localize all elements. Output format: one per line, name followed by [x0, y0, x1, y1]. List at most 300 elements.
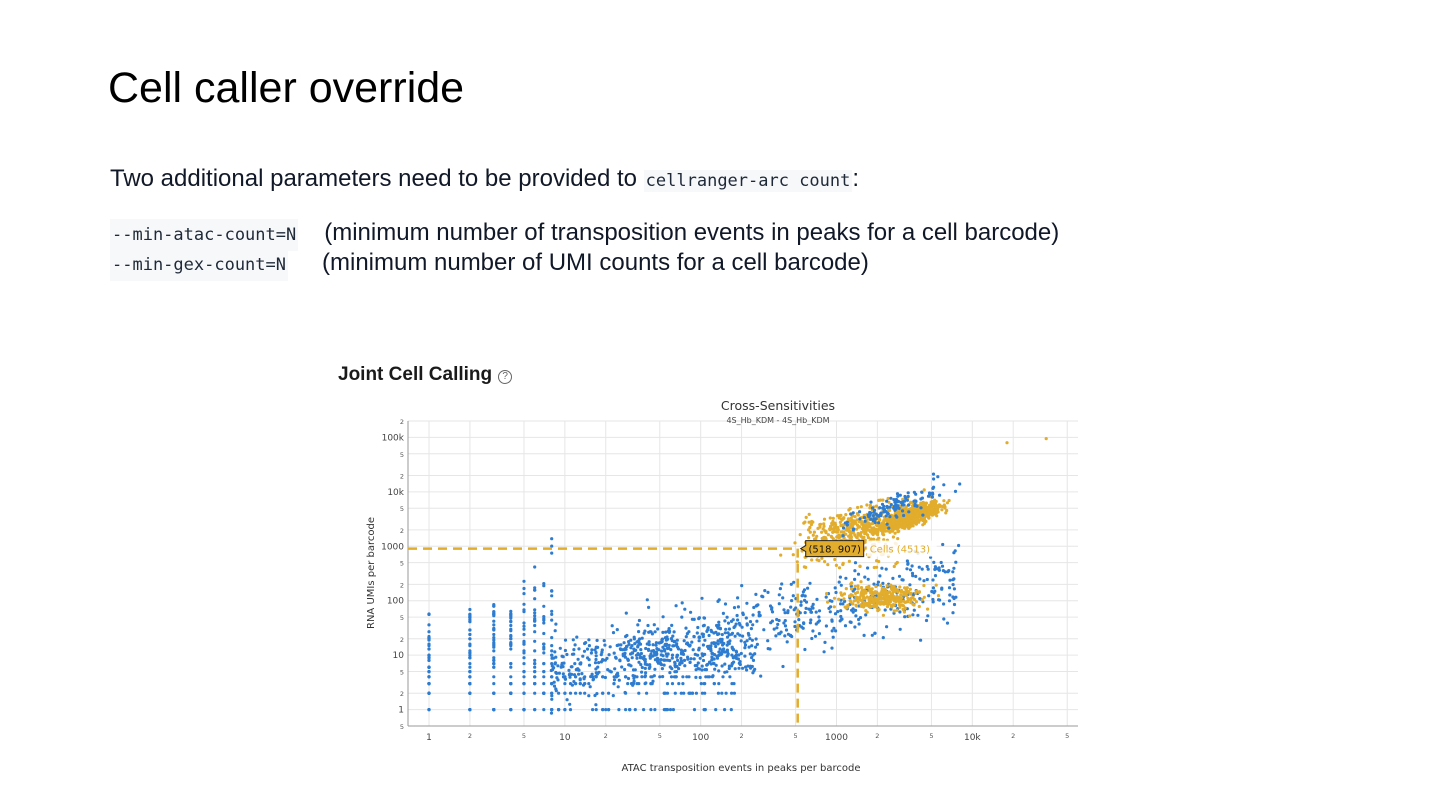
data-point	[586, 648, 589, 651]
data-point	[746, 622, 749, 625]
data-point	[833, 597, 836, 600]
data-point	[893, 527, 896, 530]
data-point	[738, 662, 741, 665]
data-point	[941, 543, 944, 546]
data-point	[601, 648, 604, 651]
data-point	[730, 692, 733, 695]
data-point	[789, 634, 792, 637]
param-min-atac	[110, 218, 1059, 251]
section-title	[338, 364, 512, 386]
data-point	[624, 647, 627, 650]
data-point	[730, 664, 733, 667]
data-point	[930, 508, 933, 511]
data-point	[640, 675, 643, 678]
data-point	[594, 651, 597, 654]
data-point	[522, 649, 525, 652]
data-point	[563, 692, 566, 695]
data-point	[906, 562, 909, 565]
data-point	[640, 671, 643, 674]
data-point	[616, 628, 619, 631]
data-point	[763, 589, 766, 592]
data-point	[427, 613, 430, 616]
data-point	[509, 634, 512, 637]
data-point	[587, 638, 590, 641]
data-point	[681, 601, 684, 604]
data-point	[860, 505, 863, 508]
data-point	[533, 597, 536, 600]
data-point	[709, 647, 712, 650]
data-point	[936, 475, 939, 478]
data-point	[727, 622, 730, 625]
data-point	[741, 635, 744, 638]
data-point	[937, 594, 940, 597]
data-point	[550, 545, 553, 548]
data-point	[588, 664, 591, 667]
data-point	[627, 663, 630, 666]
data-point	[618, 679, 621, 682]
data-point	[492, 620, 495, 623]
data-point	[767, 647, 770, 650]
data-point	[810, 523, 813, 526]
data-point	[883, 588, 886, 591]
data-point	[721, 675, 724, 678]
data-point	[661, 640, 664, 643]
data-point	[880, 567, 883, 570]
data-point	[613, 675, 616, 678]
data-point	[906, 499, 909, 502]
data-point	[509, 647, 512, 650]
data-point	[612, 694, 615, 697]
data-point	[427, 666, 430, 669]
data-point	[858, 565, 861, 568]
data-point	[676, 654, 679, 657]
data-point	[651, 680, 654, 683]
data-point	[707, 626, 710, 629]
data-point	[652, 643, 655, 646]
data-point	[854, 609, 857, 612]
data-point	[895, 498, 898, 501]
data-point	[542, 643, 545, 646]
data-point	[637, 630, 640, 633]
data-point	[617, 708, 620, 711]
data-point	[710, 658, 713, 661]
data-point	[468, 666, 471, 669]
data-point	[858, 520, 861, 523]
data-point	[872, 538, 875, 541]
data-point	[637, 682, 640, 685]
data-point	[614, 656, 617, 659]
data-point	[595, 646, 598, 649]
data-point	[728, 627, 731, 630]
data-point	[812, 603, 815, 606]
data-point	[908, 614, 911, 617]
data-point	[644, 647, 647, 650]
data-point	[728, 639, 731, 642]
data-point	[492, 633, 495, 636]
y-tick-label: 5	[399, 505, 404, 514]
data-point	[762, 628, 765, 631]
data-point	[589, 675, 592, 678]
data-point	[522, 603, 525, 606]
data-point	[884, 526, 887, 529]
data-point	[839, 615, 842, 618]
intro-text	[110, 164, 859, 196]
data-point	[889, 497, 892, 500]
data-point	[907, 504, 910, 507]
data-point	[954, 549, 957, 552]
data-point	[743, 646, 746, 649]
data-point	[669, 708, 672, 711]
data-point	[909, 601, 912, 604]
data-point	[926, 614, 929, 617]
data-point	[808, 582, 811, 585]
data-point	[751, 623, 754, 626]
data-point	[872, 514, 875, 517]
intro-prefix: Two additional parameters need to be provided to	[110, 165, 644, 192]
data-point	[905, 519, 908, 522]
data-point	[662, 654, 665, 657]
data-point	[850, 587, 853, 590]
data-point	[804, 566, 807, 569]
data-point	[957, 544, 960, 547]
data-point	[800, 625, 803, 628]
tooltip-series-label: Cells (4513)	[869, 544, 931, 556]
data-point	[932, 477, 935, 480]
data-point	[877, 560, 880, 563]
data-point	[656, 657, 659, 660]
data-point	[862, 525, 865, 528]
data-point	[938, 569, 941, 572]
data-point	[931, 493, 934, 496]
data-point	[706, 663, 709, 666]
data-point	[932, 561, 935, 564]
data-point	[509, 643, 512, 646]
data-point	[723, 663, 726, 666]
data-point	[775, 626, 778, 629]
data-point	[829, 516, 832, 519]
data-point	[755, 604, 758, 607]
data-point	[840, 584, 843, 587]
data-point	[561, 665, 564, 668]
slide-title: Cell caller override	[108, 64, 465, 112]
data-point	[673, 661, 676, 664]
data-point	[850, 609, 853, 612]
data-point	[789, 606, 792, 609]
data-point	[712, 662, 715, 665]
data-point	[573, 662, 576, 665]
data-point	[741, 626, 744, 629]
data-point	[915, 517, 918, 520]
data-point	[745, 616, 748, 619]
data-point	[713, 668, 716, 671]
data-point	[810, 637, 813, 640]
data-point	[886, 512, 889, 515]
data-point	[492, 643, 495, 646]
data-point	[492, 623, 495, 626]
data-point	[550, 698, 553, 701]
data-point	[427, 644, 430, 647]
data-point	[572, 680, 575, 683]
x-tick-label: 5	[793, 732, 798, 740]
data-point	[649, 682, 652, 685]
data-point	[891, 598, 894, 601]
data-point	[702, 616, 705, 619]
data-point	[555, 672, 558, 675]
data-point	[648, 663, 651, 666]
data-point	[803, 599, 806, 602]
data-point	[719, 627, 722, 630]
data-point	[902, 504, 905, 507]
data-point	[867, 587, 870, 590]
y-axis-label: RNA UMIs per barcode	[366, 516, 377, 630]
data-point	[811, 629, 814, 632]
data-point	[612, 682, 615, 685]
data-point	[492, 666, 495, 669]
data-point	[925, 619, 928, 622]
data-point	[771, 610, 774, 613]
data-point	[671, 644, 674, 647]
data-point	[849, 620, 852, 623]
data-point	[934, 510, 937, 513]
data-point	[886, 605, 889, 608]
data-point	[895, 595, 898, 598]
data-point	[868, 529, 871, 532]
data-point	[542, 682, 545, 685]
data-point	[834, 591, 837, 594]
data-point	[723, 650, 726, 653]
data-point	[928, 512, 931, 515]
data-point	[876, 533, 879, 536]
data-point	[888, 515, 891, 518]
data-point	[849, 525, 852, 528]
data-point	[711, 674, 714, 677]
data-point	[668, 671, 671, 674]
param-description: (minimum number of UMI counts for a cell barcode)	[322, 249, 869, 276]
data-point	[864, 613, 867, 616]
data-point	[745, 668, 748, 671]
data-point	[522, 621, 525, 624]
data-point	[569, 708, 572, 711]
data-point	[879, 594, 882, 597]
data-point	[603, 639, 606, 642]
data-point	[618, 659, 621, 662]
data-point	[607, 708, 610, 711]
data-point	[885, 568, 888, 571]
data-point	[873, 632, 876, 635]
data-point	[749, 620, 752, 623]
data-point	[919, 509, 922, 512]
data-point	[557, 692, 560, 695]
data-point	[801, 594, 804, 597]
data-point	[689, 611, 692, 614]
data-point	[932, 600, 935, 603]
data-point	[717, 682, 720, 685]
data-point	[624, 691, 627, 694]
data-point	[692, 635, 695, 638]
data-point	[600, 660, 603, 663]
data-point	[870, 605, 873, 608]
data-point	[846, 605, 849, 608]
data-point	[833, 558, 836, 561]
data-point	[922, 501, 925, 504]
data-point	[522, 580, 525, 583]
data-point	[910, 520, 913, 523]
data-point	[427, 630, 430, 633]
data-point	[760, 595, 763, 598]
data-point	[609, 645, 612, 648]
data-point	[663, 664, 666, 667]
data-point	[554, 629, 557, 632]
data-point	[825, 592, 828, 595]
data-point	[952, 583, 955, 586]
data-point	[899, 501, 902, 504]
data-point	[427, 682, 430, 685]
data-point	[934, 574, 937, 577]
data-point	[701, 632, 704, 635]
data-point	[737, 605, 740, 608]
data-point	[666, 682, 669, 685]
data-point	[948, 579, 951, 582]
data-point	[550, 708, 553, 711]
data-point	[863, 589, 866, 592]
data-point	[564, 649, 567, 652]
data-point	[951, 578, 954, 581]
data-point	[509, 629, 512, 632]
data-point	[588, 644, 591, 647]
x-tick-label: 2	[467, 732, 472, 740]
data-point	[942, 617, 945, 620]
data-point	[509, 624, 512, 627]
data-point	[785, 628, 788, 631]
data-point	[854, 614, 857, 617]
data-point	[601, 675, 604, 678]
data-point	[522, 682, 525, 685]
data-point	[887, 497, 890, 500]
data-point	[893, 609, 896, 612]
data-point	[683, 608, 686, 611]
data-point	[634, 708, 637, 711]
data-point	[612, 631, 615, 634]
data-point	[574, 643, 577, 646]
y-tick-label: 2	[399, 418, 404, 426]
data-point	[728, 633, 731, 636]
data-point	[522, 643, 525, 646]
data-point	[731, 647, 734, 650]
data-point	[571, 684, 574, 687]
data-point	[786, 640, 789, 643]
data-point	[542, 615, 545, 618]
data-point	[864, 603, 867, 606]
data-point	[533, 630, 536, 633]
data-point	[468, 613, 471, 616]
data-point	[492, 614, 495, 617]
data-point	[694, 653, 697, 656]
data-point	[797, 618, 800, 621]
data-point	[774, 634, 777, 637]
data-point	[856, 584, 859, 587]
data-point	[550, 712, 553, 715]
data-point	[696, 667, 699, 670]
data-point	[750, 627, 753, 630]
data-point	[603, 644, 606, 647]
data-point	[561, 655, 564, 658]
data-point	[468, 675, 471, 678]
help-icon[interactable]: ?	[498, 370, 512, 384]
data-point	[913, 491, 916, 494]
data-point	[522, 608, 525, 611]
data-point	[844, 513, 847, 516]
data-point	[866, 566, 869, 569]
data-point	[533, 640, 536, 643]
data-point	[551, 664, 554, 667]
data-point	[668, 630, 671, 633]
data-point	[627, 643, 630, 646]
data-point	[954, 561, 957, 564]
data-point	[786, 609, 789, 612]
data-point	[704, 668, 707, 671]
data-point	[641, 637, 644, 640]
data-point	[839, 609, 842, 612]
data-point	[769, 604, 772, 607]
data-point	[675, 670, 678, 673]
scatter-chart	[340, 392, 1090, 784]
data-point	[882, 614, 885, 617]
data-point	[646, 624, 649, 627]
data-point	[716, 626, 719, 629]
data-point	[542, 619, 545, 622]
data-point	[934, 565, 937, 568]
data-point	[858, 622, 861, 625]
data-point	[681, 650, 684, 653]
data-point	[913, 609, 916, 612]
data-point	[900, 578, 903, 581]
data-point	[849, 582, 852, 585]
data-point	[879, 512, 882, 515]
data-point	[880, 602, 883, 605]
data-point	[891, 577, 894, 580]
data-point	[850, 593, 853, 596]
data-point	[687, 692, 690, 695]
data-point	[542, 662, 545, 665]
data-point	[704, 708, 707, 711]
data-point	[830, 647, 833, 650]
data-point	[623, 653, 626, 656]
data-point	[571, 653, 574, 656]
data-point	[919, 639, 922, 642]
data-point	[533, 611, 536, 614]
data-point	[694, 676, 697, 679]
data-point	[883, 602, 886, 605]
data-point	[562, 672, 565, 675]
data-point	[846, 521, 849, 524]
data-point	[830, 536, 833, 539]
data-point	[931, 500, 934, 503]
data-point	[754, 646, 757, 649]
data-point	[715, 664, 718, 667]
data-point	[877, 515, 880, 518]
data-point	[878, 608, 881, 611]
data-point	[689, 657, 692, 660]
data-point	[890, 503, 893, 506]
x-tick-label: 1	[426, 733, 432, 743]
data-point	[699, 676, 702, 679]
data-point	[550, 675, 553, 678]
data-point	[587, 682, 590, 685]
data-point	[914, 500, 917, 503]
data-point	[836, 535, 839, 538]
data-point	[842, 597, 845, 600]
data-point	[741, 667, 744, 670]
